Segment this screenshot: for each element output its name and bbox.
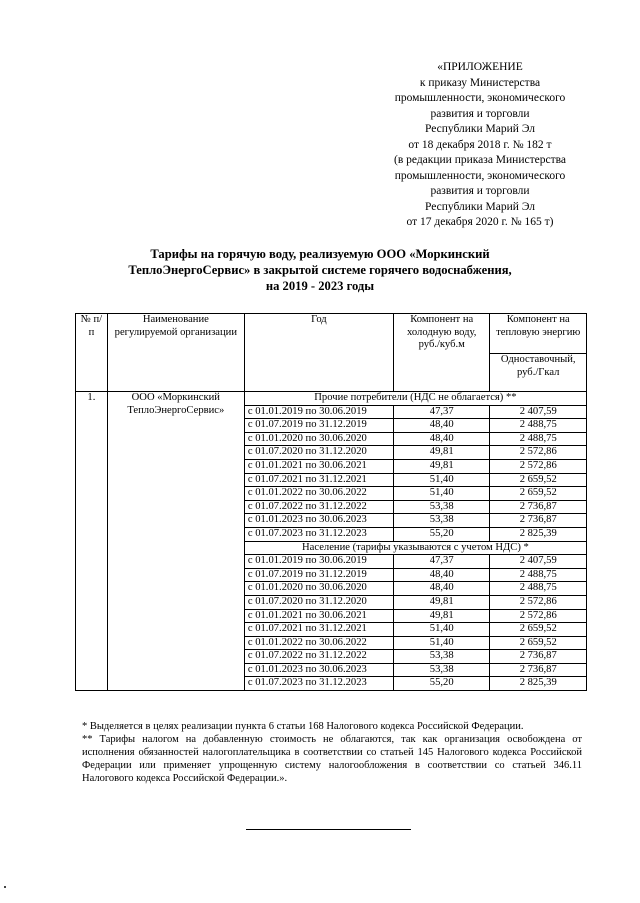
period-cell: с 01.01.2019 по 30.06.2019 — [244, 555, 393, 569]
order-reference-block — [370, 60, 590, 231]
period-cell: с 01.07.2021 по 31.12.2021 — [244, 623, 393, 637]
header-line: «ПРИЛОЖЕНИЕ — [437, 61, 523, 73]
period-cell: с 01.01.2023 по 30.06.2023 — [244, 514, 393, 528]
heat-energy-tariff: 2 825,39 — [490, 527, 587, 541]
heat-energy-tariff: 2 659,52 — [490, 636, 587, 650]
consumer-group-label: Население (тарифы указываются с учетом НДС) * — [244, 541, 586, 555]
cold-water-tariff: 53,38 — [393, 650, 489, 664]
heat-energy-tariff: 2 488,75 — [490, 432, 587, 446]
cold-water-tariff: 53,38 — [393, 500, 489, 514]
cold-water-tariff: 51,40 — [393, 487, 489, 501]
heat-energy-tariff: 2 736,87 — [490, 500, 587, 514]
header-line: Республики Марий Эл — [424, 123, 535, 135]
cold-water-tariff: 48,40 — [393, 582, 489, 596]
cold-water-tariff: 51,40 — [393, 473, 489, 487]
cold-water-tariff: 47,37 — [393, 555, 489, 569]
period-cell: с 01.01.2022 по 30.06.2022 — [244, 487, 393, 501]
cold-water-tariff: 49,81 — [393, 459, 489, 473]
cold-water-tariff: 51,40 — [393, 636, 489, 650]
header-line: промышленности, экономического — [394, 92, 566, 104]
header-org: Наименование регулируемой организации — [107, 314, 244, 392]
header-line: от 18 декабря 2018 г. № 182 т — [408, 138, 552, 151]
cold-water-tariff: 48,40 — [393, 568, 489, 582]
cold-water-tariff: 47,37 — [393, 405, 489, 419]
header-line: от 17 декабря 2020 г. № 165 т) — [406, 216, 554, 228]
period-cell: с 01.07.2022 по 31.12.2022 — [244, 500, 393, 514]
period-cell: с 01.01.2023 по 30.06.2023 — [244, 663, 393, 677]
header-line: промышленности, экономического — [394, 169, 566, 182]
header-line: к приказу Министерства — [419, 76, 541, 89]
separator-line — [246, 829, 411, 830]
heat-energy-tariff: 2 407,59 — [490, 555, 587, 569]
heat-energy-tariff: 2 572,86 — [490, 446, 587, 460]
period-cell: с 01.01.2020 по 30.06.2020 — [244, 432, 393, 446]
heat-energy-tariff: 2 659,52 — [490, 623, 587, 637]
cold-water-tariff: 48,40 — [393, 432, 489, 446]
heat-energy-tariff: 2 659,52 — [490, 487, 587, 501]
heat-energy-tariff: 2 572,86 — [490, 459, 587, 473]
heat-energy-tariff: 2 825,39 — [490, 677, 587, 691]
period-cell: с 01.07.2020 по 31.12.2020 — [244, 595, 393, 609]
heat-energy-tariff: 2 736,87 — [490, 663, 587, 677]
document-title — [80, 246, 560, 294]
period-cell: с 01.07.2023 по 31.12.2023 — [244, 527, 393, 541]
footnotes — [82, 720, 582, 785]
header-cold-component: Компонент на холодную воду, руб./куб.м — [393, 314, 489, 392]
header-line: Республики Марий Эл — [424, 200, 535, 213]
heat-energy-tariff: 2 659,52 — [490, 473, 587, 487]
cold-water-tariff: 49,81 — [393, 595, 489, 609]
header-heat-subcolumn: Одноставочный, руб./Гкал — [490, 354, 587, 392]
heat-energy-tariff: 2 572,86 — [490, 609, 587, 623]
organization-name: ООО «Моркинский ТеплоЭнергоСервис» — [107, 392, 244, 691]
period-cell: с 01.07.2019 по 31.12.2019 — [244, 568, 393, 582]
heat-energy-tariff: 2 488,75 — [490, 582, 587, 596]
period-cell: с 01.07.2022 по 31.12.2022 — [244, 650, 393, 664]
period-cell: с 01.07.2019 по 31.12.2019 — [244, 419, 393, 433]
cold-water-tariff: 55,20 — [393, 677, 489, 691]
period-cell: с 01.01.2021 по 30.06.2021 — [244, 459, 393, 473]
heat-energy-tariff: 2 407,59 — [490, 405, 587, 419]
header-line: развития и торговли — [430, 107, 530, 120]
footnote-exempt: ** Тарифы налогом на добавленную стоимость не облагаются, так как организация освобождена от исполнения обязанностей налогоплательщика в соответствии со статьей 145 Налогового кодекса Российской Федерации или применяет упрощенную систему налогообложения в соответствии со статьей 346.11 Налогового кодекса Российской Федерации.». — [82, 734, 582, 784]
period-cell: с 01.01.2019 по 30.06.2019 — [244, 405, 393, 419]
consumer-group-label: Прочие потребители (НДС не облагается) ** — [244, 392, 586, 406]
footnote-vat: * Выделяется в целях реализации пункта 6 статьи 168 Налогового кодекса Российской Федерации. — [82, 721, 524, 732]
tariff-table — [75, 313, 587, 691]
period-cell: с 01.01.2021 по 30.06.2021 — [244, 609, 393, 623]
cold-water-tariff: 53,38 — [393, 514, 489, 528]
period-cell: с 01.01.2020 по 30.06.2020 — [244, 582, 393, 596]
period-cell: с 01.07.2023 по 31.12.2023 — [244, 677, 393, 691]
heat-energy-tariff: 2 736,87 — [490, 650, 587, 664]
header-line: (в редакции приказа Министерства — [393, 154, 566, 166]
heat-energy-tariff: 2 488,75 — [490, 568, 587, 582]
period-cell: с 01.07.2020 по 31.12.2020 — [244, 446, 393, 460]
header-year: Год — [244, 314, 393, 392]
period-cell: с 01.07.2021 по 31.12.2021 — [244, 473, 393, 487]
period-cell: с 01.01.2022 по 30.06.2022 — [244, 636, 393, 650]
header-heat-component: Компонент на тепловую энергию — [490, 314, 587, 354]
cold-water-tariff: 51,40 — [393, 623, 489, 637]
group-header-row — [76, 392, 587, 406]
heat-energy-tariff: 2 572,86 — [490, 595, 587, 609]
title-line: Тарифы на горячую воду, реализуемую ООО «Моркинский — [150, 247, 490, 261]
cold-water-tariff: 49,81 — [393, 609, 489, 623]
heat-energy-tariff: 2 736,87 — [490, 514, 587, 528]
cold-water-tariff: 48,40 — [393, 419, 489, 433]
title-line: на 2019 - 2023 годы — [265, 279, 375, 293]
tariff-table-body — [76, 392, 587, 691]
row-number: 1. — [76, 392, 108, 691]
cold-water-tariff: 55,20 — [393, 527, 489, 541]
heat-energy-tariff: 2 488,75 — [490, 419, 587, 433]
cold-water-tariff: 49,81 — [393, 446, 489, 460]
header-num: № п/п — [76, 314, 108, 392]
cold-water-tariff: 53,38 — [393, 663, 489, 677]
title-line: ТеплоЭнергоСервис» в закрытой системе горячего водоснабжения, — [128, 263, 512, 277]
header-line: развития и торговли — [430, 185, 530, 197]
scan-speck — [4, 886, 6, 888]
